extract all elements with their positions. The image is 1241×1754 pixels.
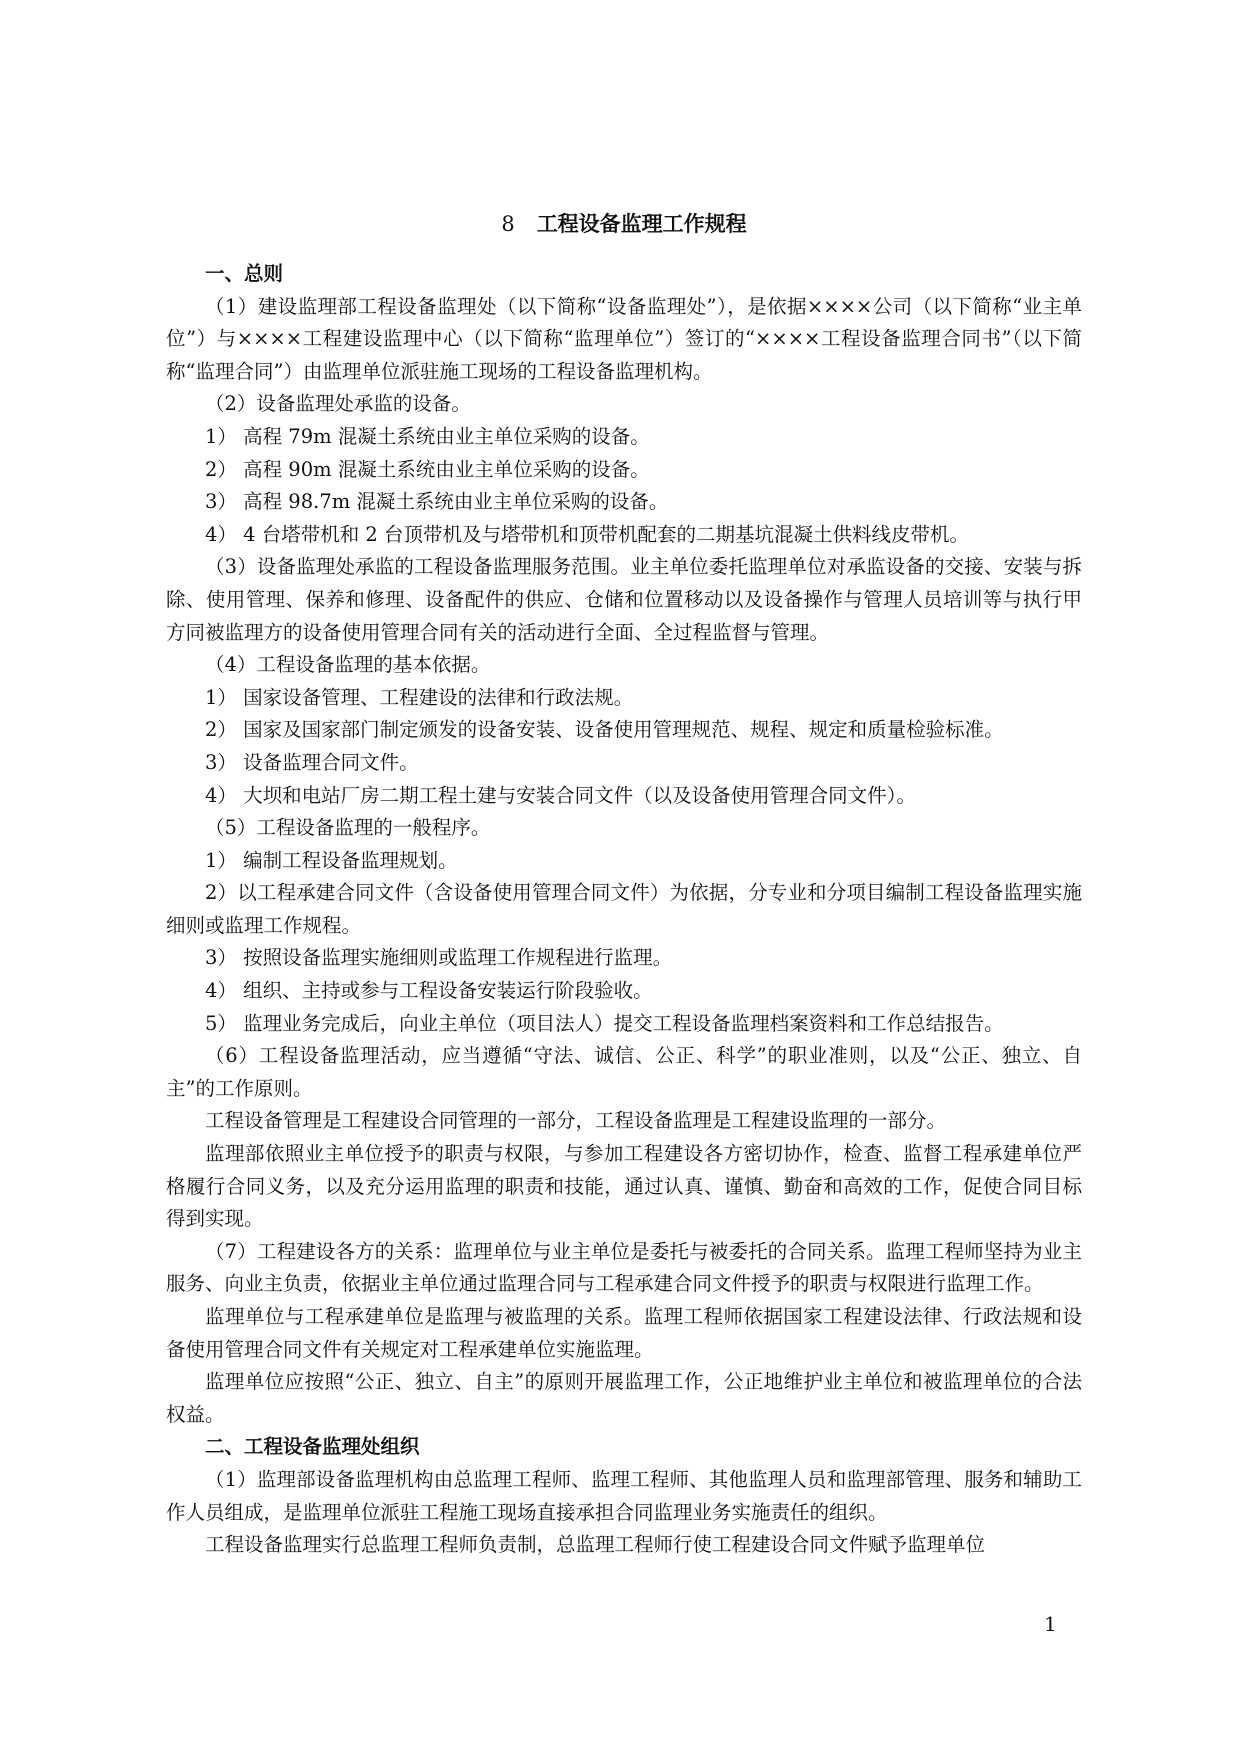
- document-title: [166, 208, 1082, 240]
- paragraph: 4） 4 台塔带机和 2 台顶带机及与塔带机和顶带机配套的二期基坑混凝土供料线皮带机。: [205, 522, 970, 546]
- title-number: 8: [501, 212, 515, 236]
- paragraph: （6）工程设备监理活动，应当遵循“守法、诚信、公正、科学”的职业准则，以及“公正、独立、自主”的工作原则。: [166, 1044, 1082, 1100]
- section-general: [166, 291, 1082, 1432]
- paragraph: 2）以工程承建合同文件（含设备使用管理合同文件）为依据，分专业和分项目编制工程设备监理实施细则或监理工作规程。: [166, 881, 1082, 937]
- paragraph: （4）工程设备监理的基本依据。: [205, 653, 491, 677]
- paragraph: 工程设备监理实行总监理工程师负责制，总监理工程师行使工程建设合同文件赋予监理单位: [205, 1533, 986, 1557]
- paragraph: 3） 高程 98.7m 混凝土系统由业主单位采购的设备。: [205, 490, 669, 514]
- paragraph: 监理部依照业主单位授予的职责与权限，与参加工程建设各方密切协作，检查、监督工程承建单位严格履行合同义务，以及充分运用监理的职责和技能，通过认真、谨慎、勤奋和高效的工作，促使合同目标得到实现。: [166, 1142, 1082, 1231]
- paragraph: 1） 国家设备管理、工程建设的法律和行政法规。: [205, 685, 634, 709]
- page-number: 1: [1044, 1612, 1057, 1636]
- section-organization: [166, 1464, 1082, 1562]
- paragraph: 1） 高程 79m 混凝土系统由业主单位采购的设备。: [205, 424, 650, 448]
- paragraph: （5）工程设备监理的一般程序。: [205, 816, 491, 840]
- section-heading-general: 一、总则: [205, 262, 284, 285]
- paragraph: 2） 高程 90m 混凝土系统由业主单位采购的设备。: [205, 457, 650, 481]
- section-heading-organization: 二、工程设备监理处组织: [205, 1435, 420, 1459]
- paragraph: （7）工程建设各方的关系：监理单位与业主单位是委托与被委托的合同关系。监理工程师坚持为业主服务、向业主负责，依据业主单位通过监理合同与工程承建合同文件授予的职责与权限进行监理工作。: [166, 1239, 1082, 1296]
- paragraph: 1） 编制工程设备监理规划。: [205, 848, 458, 872]
- paragraph: （3）设备监理处承监的工程设备监理服务范围。业主单位委托监理单位对承监设备的交接、安装与拆除、使用管理、保养和修理、设备配件的供应、仓储和位置移动以及设备操作与管理人员培训等与执行甲方同被监理方的设备使用管理合同有关的活动进行全面、全过程监督与管理。: [166, 555, 1082, 644]
- paragraph: （1）建设监理部工程设备监理处（以下简称“设备监理处”），是依据××××公司（以下简称“业主单位”）与××××工程建设监理中心（以下简称“监理单位”）签订的“××××工程设备监理合同书”（以下简称“监理合同”）由监理单位派驻施工现场的工程设备监理机构。: [166, 294, 1082, 383]
- paragraph: 监理单位应按照“公正、独立、自主”的原则开展监理工作，公正地维护业主单位和被监理单位的合法权益。: [166, 1370, 1082, 1426]
- paragraph: 工程设备管理是工程建设合同管理的一部分，工程设备监理是工程建设监理的一部分。: [205, 1109, 947, 1133]
- document-body: [166, 208, 1082, 1562]
- paragraph: 3） 按照设备监理实施细则或监理工作规程进行监理。: [205, 946, 673, 970]
- paragraph: 4） 大坝和电站厂房二期工程土建与安装合同文件（以及设备使用管理合同文件）。: [205, 783, 916, 807]
- paragraph: 监理单位与工程承建单位是监理与被监理的关系。监理工程师依据国家工程建设法律、行政法规和设备使用管理合同文件有关规定对工程承建单位实施监理。: [166, 1305, 1082, 1361]
- paragraph: （1）监理部设备监理机构由总监理工程师、监理工程师、其他监理人员和监理部管理、服务和辅助工作人员组成，是监理单位派驻工程施工现场直接承担合同监理业务实施责任的组织。: [166, 1467, 1082, 1524]
- paragraph: 4） 组织、主持或参与工程设备安装运行阶段验收。: [205, 979, 653, 1003]
- paragraph: （2）设备监理处承监的设备。: [205, 392, 471, 416]
- paragraph: 5） 监理业务完成后，向业主单位（项目法人）提交工程设备监理档案资料和工作总结报告。: [205, 1011, 1004, 1035]
- paragraph: 2） 国家及国家部门制定颁发的设备安装、设备使用管理规范、规程、规定和质量检验标准。: [205, 718, 1004, 742]
- title-text: 工程设备监理工作规程: [536, 211, 747, 236]
- paragraph: 3） 设备监理合同文件。: [205, 750, 419, 774]
